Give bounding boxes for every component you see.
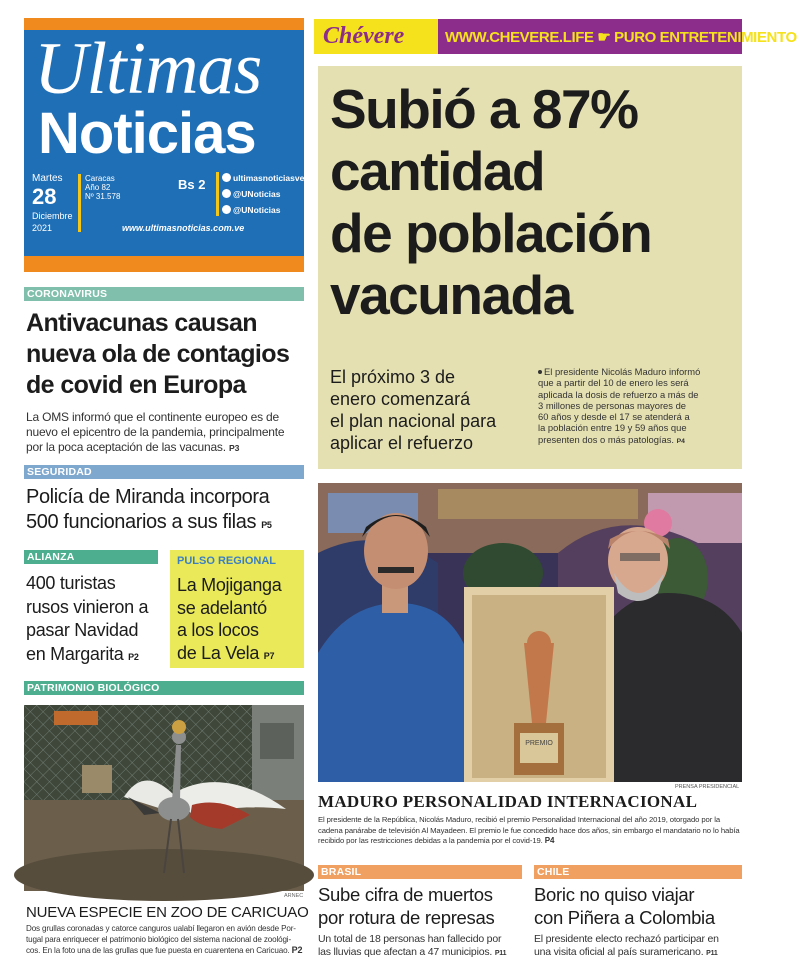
- pulso-section-label: PULSO REGIONAL: [177, 555, 277, 567]
- pulso-box: [170, 550, 304, 668]
- alianza-page-ref: P2: [128, 651, 139, 662]
- alianza-headline: [26, 572, 148, 669]
- lead-headline-line: Subió a 87%: [330, 78, 638, 140]
- pulso-headline: [177, 574, 281, 667]
- maduro-body-line: cadena panárabe de televisión Al Mayadeen. El premio le fue concedido hace dos años, sin embargo el mandatario no lo había: [318, 825, 740, 835]
- section-patrimonio: PATRIMONIO BIOLÓGICO: [24, 681, 304, 695]
- chile-body-line: una visita oficial al país suramericano.: [534, 946, 704, 958]
- crane-photo-credit: ARNEC: [284, 893, 304, 899]
- seguridad-page-ref: P5: [261, 520, 272, 530]
- pulso-headline-line: a los locos: [177, 620, 259, 640]
- brasil-body-line: las lluvias que afectan a 47 municipios.: [318, 946, 493, 958]
- pulso-headline-line: se adelantó: [177, 597, 267, 618]
- masthead: [24, 18, 304, 272]
- lead-body-line: que a partir del 10 de enero les será: [538, 377, 689, 389]
- masthead-issue-year: Año 82: [85, 183, 111, 192]
- seguridad-headline-line: Policía de Miranda incorpora: [26, 486, 270, 508]
- lead-page-ref: P4: [676, 437, 685, 445]
- maduro-body-line: recibido por las restricciones debidas a la pandemia por el covid-19.: [318, 836, 543, 845]
- instagram-icon: [222, 205, 231, 214]
- twitter-icon: [222, 189, 231, 198]
- maduro-body: [318, 815, 740, 847]
- alianza-headline-line: rusos vinieron a: [26, 596, 149, 617]
- pulso-headline-line: La Mojiganga: [177, 575, 282, 595]
- section-alianza: ALIANZA: [24, 550, 158, 564]
- lead-body-line: aplicada la dosis de refuerzo a más de: [538, 388, 699, 400]
- alianza-headline-line: 400 turistas: [26, 573, 116, 593]
- chile-page-ref: P11: [706, 950, 718, 957]
- alianza-headline-line: en Margarita: [26, 643, 124, 664]
- seguridad-headline-line: 500 funcionarios a sus filas: [26, 511, 257, 533]
- social-facebook[interactable]: [222, 173, 304, 183]
- lead-headline-line: cantidad: [330, 140, 545, 202]
- coronavirus-body-line: por la poca aceptación de las vacunas.: [26, 440, 226, 454]
- chile-headline-line: con Piñera a Colombia: [534, 907, 715, 928]
- brasil-body: [318, 933, 506, 960]
- coronavirus-headline-line: Antivacunas causan: [26, 309, 257, 337]
- coronavirus-headline-line: nueva ola de contagios: [26, 340, 290, 368]
- chile-body-line: El presidente electo rechazó participar en: [534, 933, 719, 945]
- lead-body: [538, 366, 700, 447]
- maduro-headline: MADURO PERSONALIDAD INTERNACIONAL: [318, 792, 698, 811]
- section-brasil: BRASIL: [318, 865, 522, 879]
- section-chile: CHILE: [534, 865, 742, 879]
- coronavirus-body: [26, 410, 284, 456]
- lead-subhead-line: el plan nacional para: [330, 411, 497, 431]
- social-instagram[interactable]: [222, 205, 281, 215]
- facebook-handle: ultimasnoticiasve: [233, 173, 305, 183]
- patrimonio-body-line: cos. En la foto una de las grullas que fue puesta en cuarentena en Caricuao.: [26, 946, 290, 955]
- lead-body-line: 3 millones de personas mayores de: [538, 399, 686, 411]
- masthead-city: Caracas: [85, 174, 115, 183]
- lead-headline: [330, 78, 651, 326]
- masthead-title-line2: Noticias: [38, 101, 256, 166]
- patrimonio-body-line: Dos grullas coronadas y catorce canguros ualabí llegaron en avión desde Por-: [26, 924, 296, 933]
- patrimonio-page-ref: P2: [291, 945, 303, 955]
- lead-subhead-line: enero comenzará: [330, 389, 471, 409]
- masthead-divider-2: [216, 172, 219, 216]
- masthead-price: Bs 2: [178, 177, 206, 192]
- bullet-icon: [538, 370, 542, 374]
- maduro-photo-credit: PRENSA PRESIDENCIAL: [675, 784, 740, 790]
- section-seguridad: SEGURIDAD: [24, 465, 304, 479]
- coronavirus-headline-line: de covid en Europa: [26, 371, 246, 399]
- masthead-weekday: Martes: [32, 173, 63, 184]
- patrimonio-headline: NUEVA ESPECIE EN ZOO DE CARICUAO: [26, 904, 309, 921]
- section-coronavirus: CORONAVIRUS: [24, 287, 304, 301]
- masthead-day: 28: [32, 184, 57, 209]
- award-plaque-text: PREMIO: [525, 740, 553, 747]
- patrimonio-body: [26, 924, 302, 957]
- crane-photo: [24, 705, 304, 891]
- maduro-page-ref: P4: [544, 836, 555, 845]
- coronavirus-headline: [26, 308, 289, 401]
- masthead-month: Diciembre: [32, 211, 73, 221]
- lead-headline-line: de población: [330, 202, 652, 264]
- facebook-icon: [222, 173, 231, 182]
- brasil-body-line: Un total de 18 personas han fallecido por: [318, 933, 502, 945]
- instagram-handle: @UNoticias: [233, 205, 281, 215]
- lead-body-line: El presidente Nicolás Maduro informó: [544, 366, 701, 377]
- social-twitter[interactable]: [222, 189, 281, 199]
- brasil-headline-line: Sube cifra de muertos: [318, 884, 493, 905]
- brasil-headline: [318, 883, 494, 929]
- coronavirus-body-line: nuevo el epicentro de la pandemia, principalmente: [26, 425, 285, 439]
- lead-subhead-line: aplicar el refuerzo: [330, 433, 474, 453]
- twitter-handle: @UNoticias: [233, 189, 281, 199]
- maduro-photo: [318, 483, 742, 782]
- coronavirus-body-line: La OMS informó que el continente europeo es de: [26, 410, 279, 424]
- brasil-page-ref: P11: [494, 950, 507, 957]
- alianza-headline-line: pasar Navidad: [26, 620, 139, 640]
- coronavirus-page-ref: P3: [229, 443, 240, 453]
- chile-body: [534, 933, 719, 960]
- maduro-body-line: El presidente de la República, Nicolás Maduro, recibió el premio Personalidad Internacional del año 2019, otorgado por la: [318, 815, 720, 824]
- promo-brand: Chévere: [323, 23, 405, 49]
- masthead-issue-number: Nº 31.578: [85, 192, 121, 201]
- promo-text: WWW.CHEVERE.LIFE ☛ PURO ENTRETENIMIENTO: [445, 29, 797, 46]
- masthead-year: 2021: [32, 223, 53, 233]
- lead-subhead-line: El próximo 3 de: [330, 367, 456, 387]
- lead-body-line: 60 años y desde el 17 se atenderá a: [538, 411, 690, 423]
- lead-headline-line: vacunada: [330, 264, 572, 326]
- masthead-divider: [78, 174, 81, 232]
- crane-illustration: [24, 705, 304, 891]
- promo-banner[interactable]: [314, 19, 797, 54]
- seguridad-headline: [26, 485, 271, 538]
- pulso-page-ref: P7: [263, 650, 275, 661]
- masthead-title-line1: Ultimas: [34, 28, 262, 110]
- chile-headline: [534, 883, 715, 929]
- masthead-url[interactable]: www.ultimasnoticias.com.ve: [122, 223, 245, 233]
- maduro-award-illustration: [318, 483, 742, 782]
- chile-headline-line: Boric no quiso viajar: [534, 884, 695, 905]
- lead-body-line: la población entre 19 y 59 años que: [538, 422, 687, 434]
- brasil-headline-line: por rotura de represas: [318, 907, 495, 928]
- patrimonio-body-line: tugal para enriquecer el patrimonio biológico del sistema nacional de zoológi-: [26, 934, 292, 944]
- pulso-headline-line: de La Vela: [177, 642, 260, 663]
- lead-subhead: [330, 366, 496, 454]
- lead-body-line: presenten dos o más patologías.: [538, 433, 675, 445]
